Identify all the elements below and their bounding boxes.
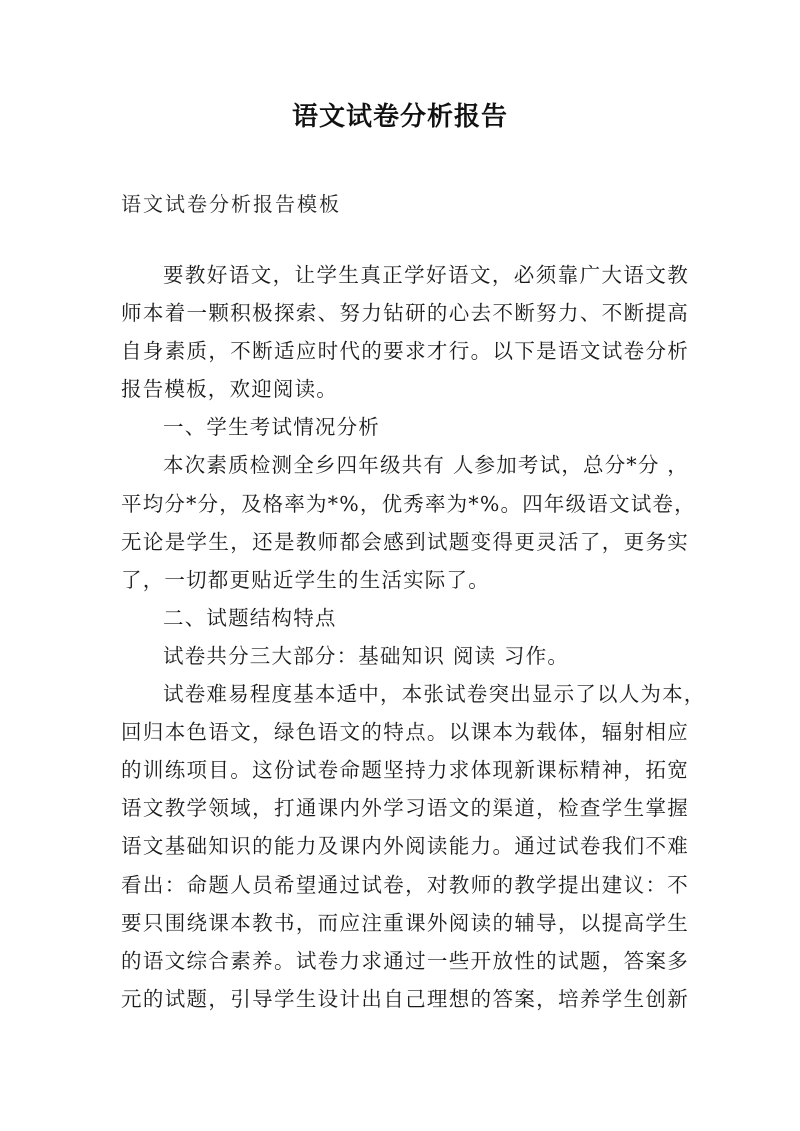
paragraph-line: 要教好语文，让学生真正学好语文，必须靠广大语文教 [163,263,689,287]
paragraph-line: 的训练项目。这份试卷命题坚持力求体现新课标精神，拓宽 [121,758,689,783]
paragraph-line: 无论是学生，还是教师都会感到试题变得更灵活了，更务实 [121,529,689,554]
paragraph-line: 本次素质检测全乡四年级共有 人参加考试，总分*分 ， [163,453,689,478]
paragraph-line: 元的试题，引导学生设计出自己理想的答案，培养学生创新 [121,986,689,1011]
paragraph-line: 试卷共分三大部分：基础知识 阅读 习作。 [163,643,570,668]
paragraph-line: 平均分*分，及格率为*%，优秀率为*%。四年级语文试卷， [121,491,696,516]
document-body [121,256,706,1018]
paragraph-line: 要只围绕课本教书，而应注重课外阅读的辅导，以提高学生 [121,910,689,935]
document-subtitle: 语文试卷分析报告模板 [121,192,341,216]
paragraph-line: 试卷难易程度基本适中，本张试卷突出显示了以人为本， [163,682,706,707]
paragraph-line: 的语文综合素养。试卷力求通过一些开放性的试题，答案多 [121,948,689,973]
paragraph-line: 了，一切都更贴近学生的生活实际了。 [121,567,490,592]
paragraph-line: 自身素质，不断适应时代的要求才行。以下是语文试卷分析 [121,339,689,364]
paragraph-line: 回归本色语文，绿色语文的特点。以课本为载体，辐射相应 [121,720,689,745]
paragraph-line: 语文基础知识的能力及课内外阅读能力。通过试卷我们不难 [121,834,689,859]
document-title: 语文试卷分析报告 [291,102,508,132]
paragraph-line: 报告模板，欢迎阅读。 [121,377,338,402]
paragraph-line: 语文教学领域，打通课内外学习语文的渠道，检查学生掌握 [121,796,689,821]
section-heading: 二、试题结构特点 [163,605,337,630]
paragraph-line: 看出：命题人员希望通过试卷，对教师的教学提出建议：不 [121,872,689,897]
paragraph-line: 师本着一颗积极探索、努力钻研的心去不断努力、不断提高 [121,301,689,326]
section-heading: 一、学生考试情况分析 [163,415,380,440]
